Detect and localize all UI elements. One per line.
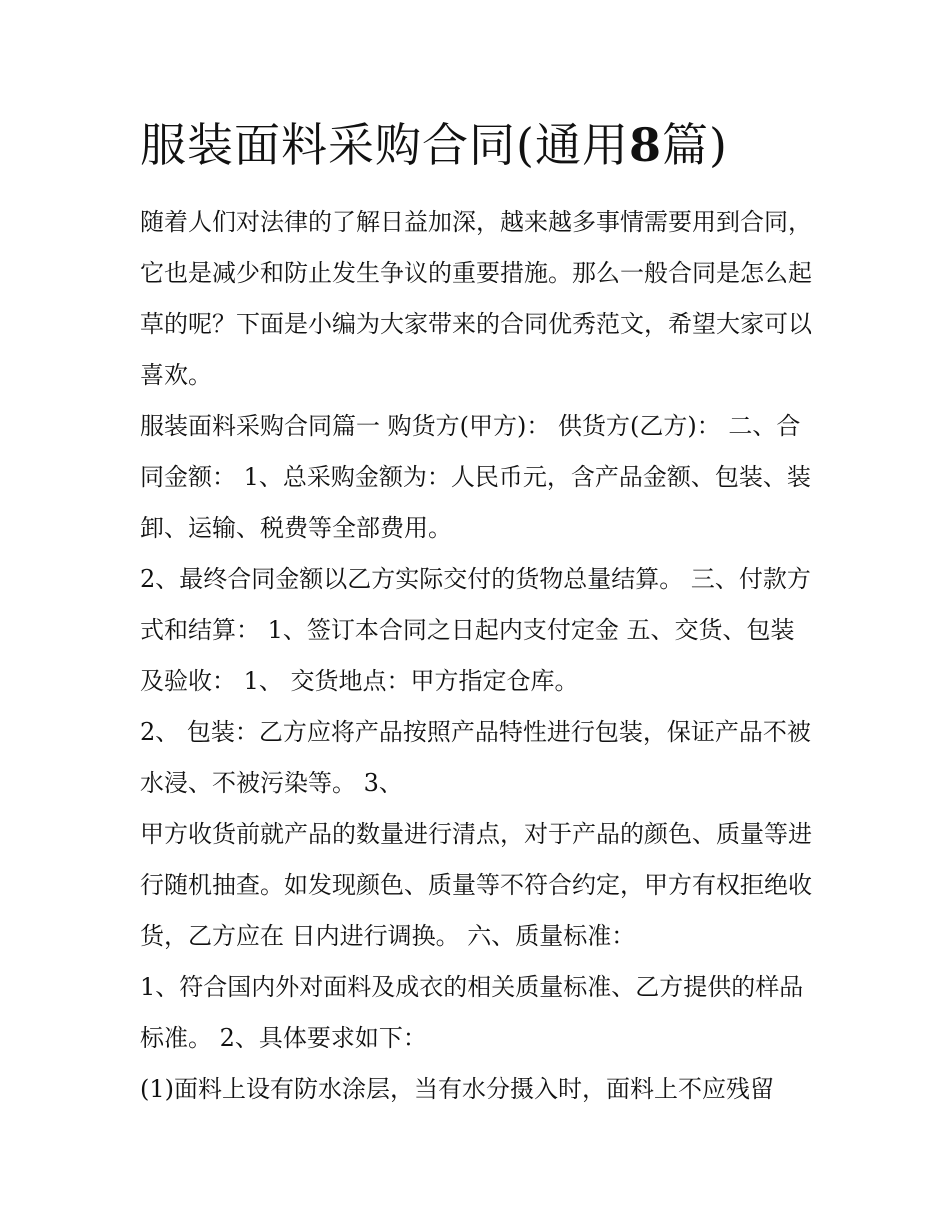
document-body xyxy=(140,197,815,1115)
paragraph-requirement-1: (1)面料上设有防水涂层，当有水分摄入时，面料上不应残留 xyxy=(140,1075,774,1103)
title-end: 篇) xyxy=(661,118,728,172)
title-number: 8 xyxy=(628,118,662,172)
paragraph-payment-delivery: 2、最终合同金额以乙方实际交付的货物总量结算。 三、付款方式和结算： 1、签订本合同之日起内支付定金 五、交货、包装及验收： 1、 交货地点：甲方指定仓库。 xyxy=(140,565,811,695)
paragraph-contract-amount: 服装面料采购合同篇一 购货方(甲方)： 供货方(乙方)： 二、合同金额： 1、总采购金额为：人民币元，含产品金额、包装、装卸、运输、税费等全部费用。 xyxy=(140,412,811,542)
paragraph-inspection: 甲方收货前就产品的数量进行清点，对于产品的颜色、质量等进行随机抽查。如发现颜色、质量等不符合约定，甲方有权拒绝收货，乙方应在 日内进行调换。 六、质量标准： xyxy=(140,820,812,950)
document-title xyxy=(140,112,860,178)
title-main: 服装面料采购合同(通用 xyxy=(140,118,629,172)
paragraph-packaging: 2、 包装：乙方应将产品按照产品特性进行包装，保证产品不被水浸、不被污染等。 3、 xyxy=(140,718,811,797)
paragraph-intro: 随着人们对法律的了解日益加深，越来越多事情需要用到合同，它也是减少和防止发生争议的重要措施。那么一般合同是怎么起草的呢？下面是小编为大家带来的合同优秀范文，希望大家可以喜欢。 xyxy=(140,208,812,389)
paragraph-quality-standard: 1、符合国内外对面料及成衣的相关质量标准、乙方提供的样品标准。 2、具体要求如下： xyxy=(140,973,804,1052)
